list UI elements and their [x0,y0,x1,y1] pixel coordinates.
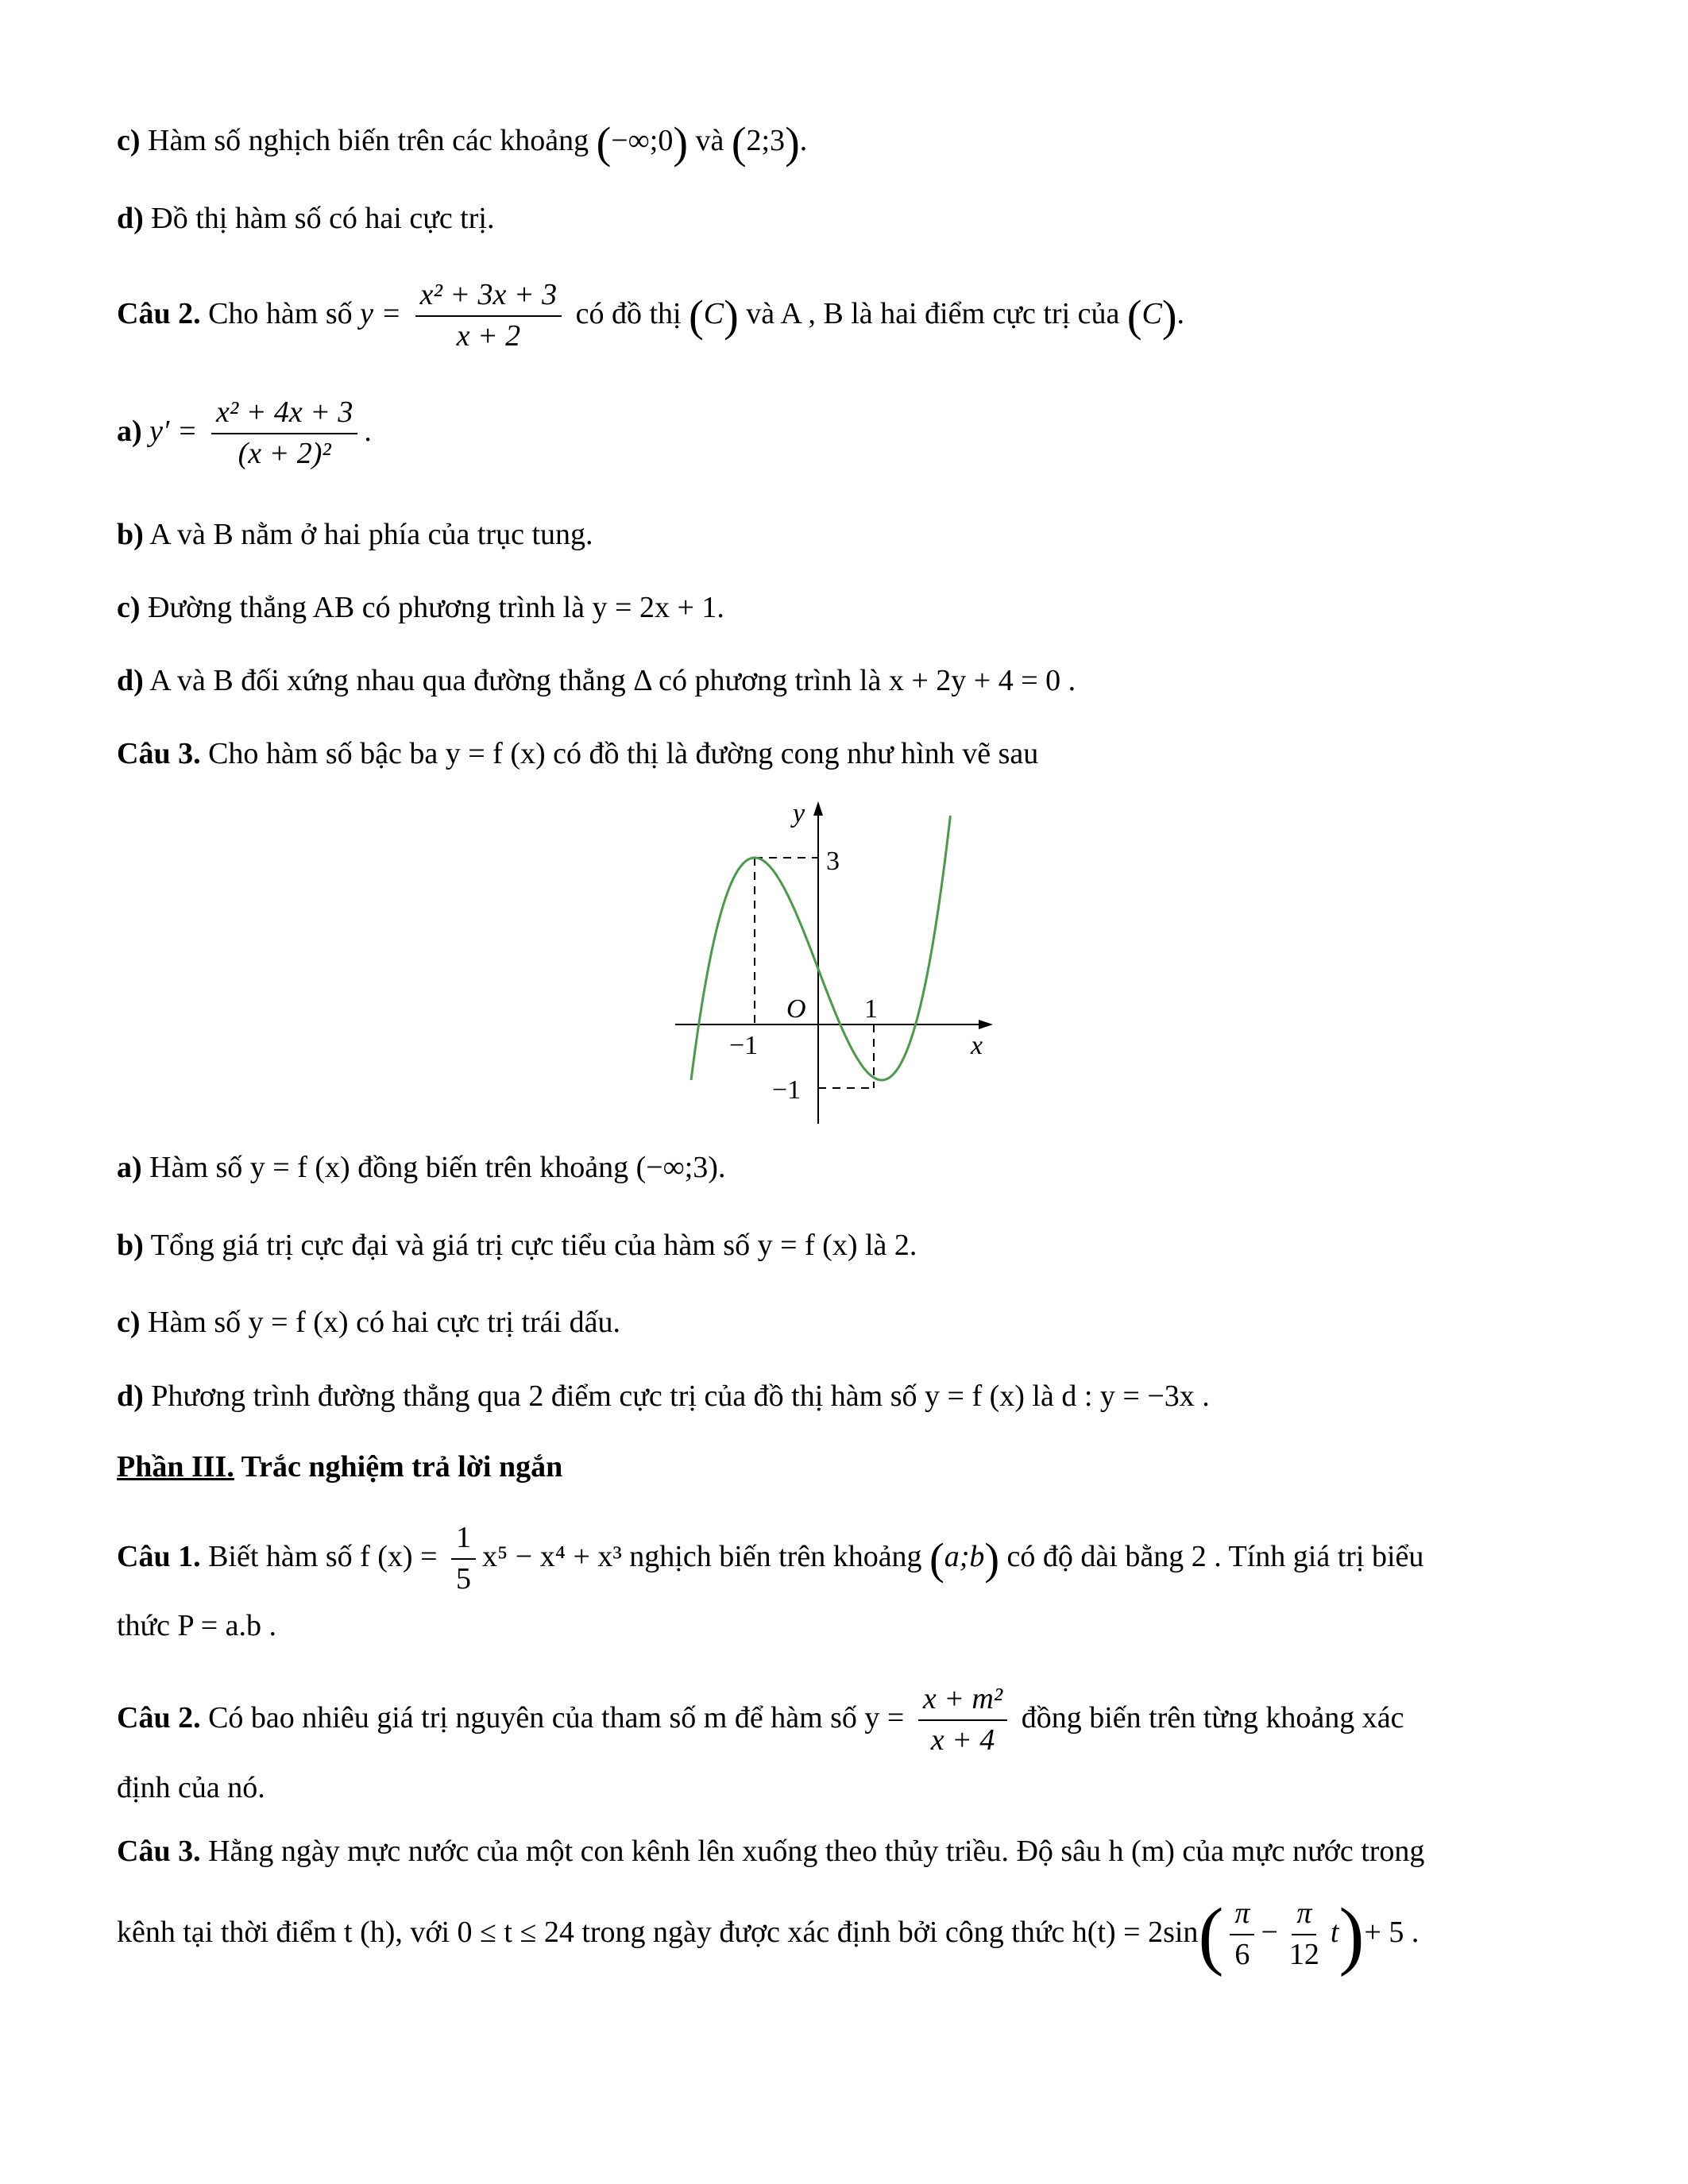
stem-text: có độ dài bằng 2 . Tính giá trị biểu [1006,1540,1424,1573]
item-text: A và B nằm ở hai phía của trục tung. [149,518,593,551]
item-label: d) [117,664,144,697]
question-label: Câu 3. [117,1835,201,1868]
p3-q2-line1 [117,1674,1569,1761]
item-label: b) [117,1229,144,1262]
item-text: Tổng giá trị cực đại và giá trị cực tiểu của hàm số y = f (x) là 2. [150,1229,917,1262]
fraction [451,1522,476,1596]
q3-stem [117,734,1569,774]
item-label: b) [117,518,144,551]
conjunction: và [695,124,724,157]
q2-stem: Câu 2. Cho hàm số y = $\frac{\text{x² + 3x + 3}}{x + 2}$ có đồ thị (C) và A , B là hai điểm cực trị của (C). [117,278,1185,353]
fraction [211,396,357,471]
q2-item-c [117,588,1569,627]
item-label: c) [117,591,141,624]
tick-label-3: 3 [826,847,840,876]
stem-text: x⁵ − x⁴ + x³ nghịch biến trên khoảng [482,1540,922,1573]
denominator: x + 4 [930,1723,995,1758]
math: y′ = [149,415,198,448]
fraction [1284,1897,1324,1972]
q2-item-b [117,515,1569,554]
stem-text: và A , B là hai điểm cực trị của [746,297,1120,330]
item-label: d) [117,1379,144,1413]
stem-text: Có bao nhiêu giá trị nguyên của tham số m để hàm số y = [208,1701,905,1734]
stem-text: định của nó. [117,1771,265,1804]
q3-item-c [117,1302,1569,1342]
math: C [703,297,724,330]
item-text: Đồ thị hàm số có hai cực trị. [151,202,495,235]
numerator: x + m² [918,1683,1007,1721]
numerator: 1 [451,1522,476,1560]
tick-label-minus1-x: −1 [729,1031,759,1060]
denominator: 12 [1288,1938,1319,1972]
stem-text: Biết hàm số f (x) = [208,1540,438,1573]
y-axis-label: y [793,799,805,828]
numerator: x² + 3x + 3 [415,279,562,317]
q2-item-a: a) y′ = $\frac{\text{x² + 4x + 3}}{\text{(x + 2)²}}$ . [117,396,372,471]
x-axis-arrow [979,1020,993,1029]
item-text: Phương trình đường thẳng qua 2 điểm cực trị của đồ thị hàm số y = f (x) là d : y = −3x . [151,1379,1210,1413]
p3-q1-line1: Câu 1. Biết hàm số f (x) = $\frac{1}{5}$ x⁵ − x⁴ + x³ nghịch biến trên khoảng (a;b) có độ dài bằng 2 . Tính giá trị biểu [117,1521,1424,1596]
part3-title [117,1447,1569,1487]
item-text: Hàm số y = f (x) có hai cực trị trái dấu. [148,1306,620,1339]
q3-item-d [117,1376,1569,1416]
item-text: A và B đối xứng nhau qua đường thẳng Δ có phương trình là x + 2y + 4 = 0 . [149,664,1076,697]
q1-item-d [117,199,1569,238]
p3-q3-line1 [117,1831,1569,1871]
fraction [918,1683,1007,1758]
y-axis-arrow [813,801,823,816]
p3-q2-line2 [117,1768,1569,1808]
item-label: a) [117,1151,142,1184]
item-label: a) [117,415,142,448]
q3-item-a [117,1148,1569,1187]
tick-label-1: 1 [864,994,878,1024]
math: y = [360,297,402,330]
question-label: Câu 2. [117,297,201,330]
stem-text: Hằng ngày mực nước của một con kênh lên xuống theo thủy triều. Độ sâu h (m) của mực nước trong [208,1835,1425,1868]
stem-text: đồng biến trên từng khoảng xác [1021,1701,1404,1734]
denominator: 5 [456,1562,472,1596]
stem-text: Cho hàm số [208,297,353,330]
item-text: Đường thẳng AB có phương trình là y = 2x + 1. [148,591,724,624]
numerator: π [1230,1897,1254,1935]
fraction [1230,1897,1254,1972]
item-text: Hàm số nghịch biến trên các khoảng [148,124,589,157]
interval-2: 2;3 [746,124,786,157]
x-axis-label: x [971,1031,983,1060]
stem-text: thức P = a.b . [117,1609,277,1642]
numerator: x² + 4x + 3 [211,396,357,434]
math: t [1330,1916,1339,1949]
p3-q3-line2: kênh tại thời điểm t (h), với 0 ≤ t ≤ 24 trong ngày được xác định bởi công thức h(t) = 2sin( $\frac{\pi}{6}$ − $\frac{\pi}{12}$ t)+ 5 . [117,1892,1420,1978]
stem-text: kênh tại thời điểm t (h), với 0 ≤ t ≤ 24 trong ngày được xác định bởi công thức h(t) = 2sin [117,1916,1199,1949]
p3-q1-line2 [117,1606,1569,1646]
interval-1: −∞;0 [611,124,674,157]
section-title: Trắc nghiệm trả lời ngắn [234,1450,563,1484]
stem-text: Cho hàm số bậc ba y = f (x) có đồ thị là đường cong như hình vẽ sau [208,737,1039,770]
operator: − [1261,1916,1278,1949]
question-label: Câu 1. [117,1540,201,1573]
item-label: c) [117,124,141,157]
q3-item-b [117,1225,1569,1265]
denominator: (x + 2)² [238,437,331,471]
item-text: Hàm số y = f (x) đồng biến trên khoảng (−∞;3). [149,1151,726,1184]
q1-item-c: c) Hàm số nghịch biến trên các khoảng (−∞;0) và (2;3). [117,118,808,168]
q2-item-d [117,661,1569,700]
math: a;b [944,1540,985,1573]
tick-label-minus1-y: −1 [772,1075,802,1105]
question-label: Câu 3. [117,737,201,770]
fraction [415,279,562,353]
denominator: 6 [1234,1938,1250,1972]
stem-text: có đồ thị [575,297,682,330]
cubic-graph [675,790,1009,1124]
denominator: x + 2 [456,319,521,353]
item-label: d) [117,202,144,235]
section-number: Phần III. [117,1450,234,1484]
item-label: c) [117,1306,141,1339]
question-label: Câu 2. [117,1701,201,1734]
stem-text: + 5 . [1364,1916,1420,1949]
origin-label: O [786,994,806,1024]
math: C [1141,297,1162,330]
numerator: π [1292,1897,1316,1935]
